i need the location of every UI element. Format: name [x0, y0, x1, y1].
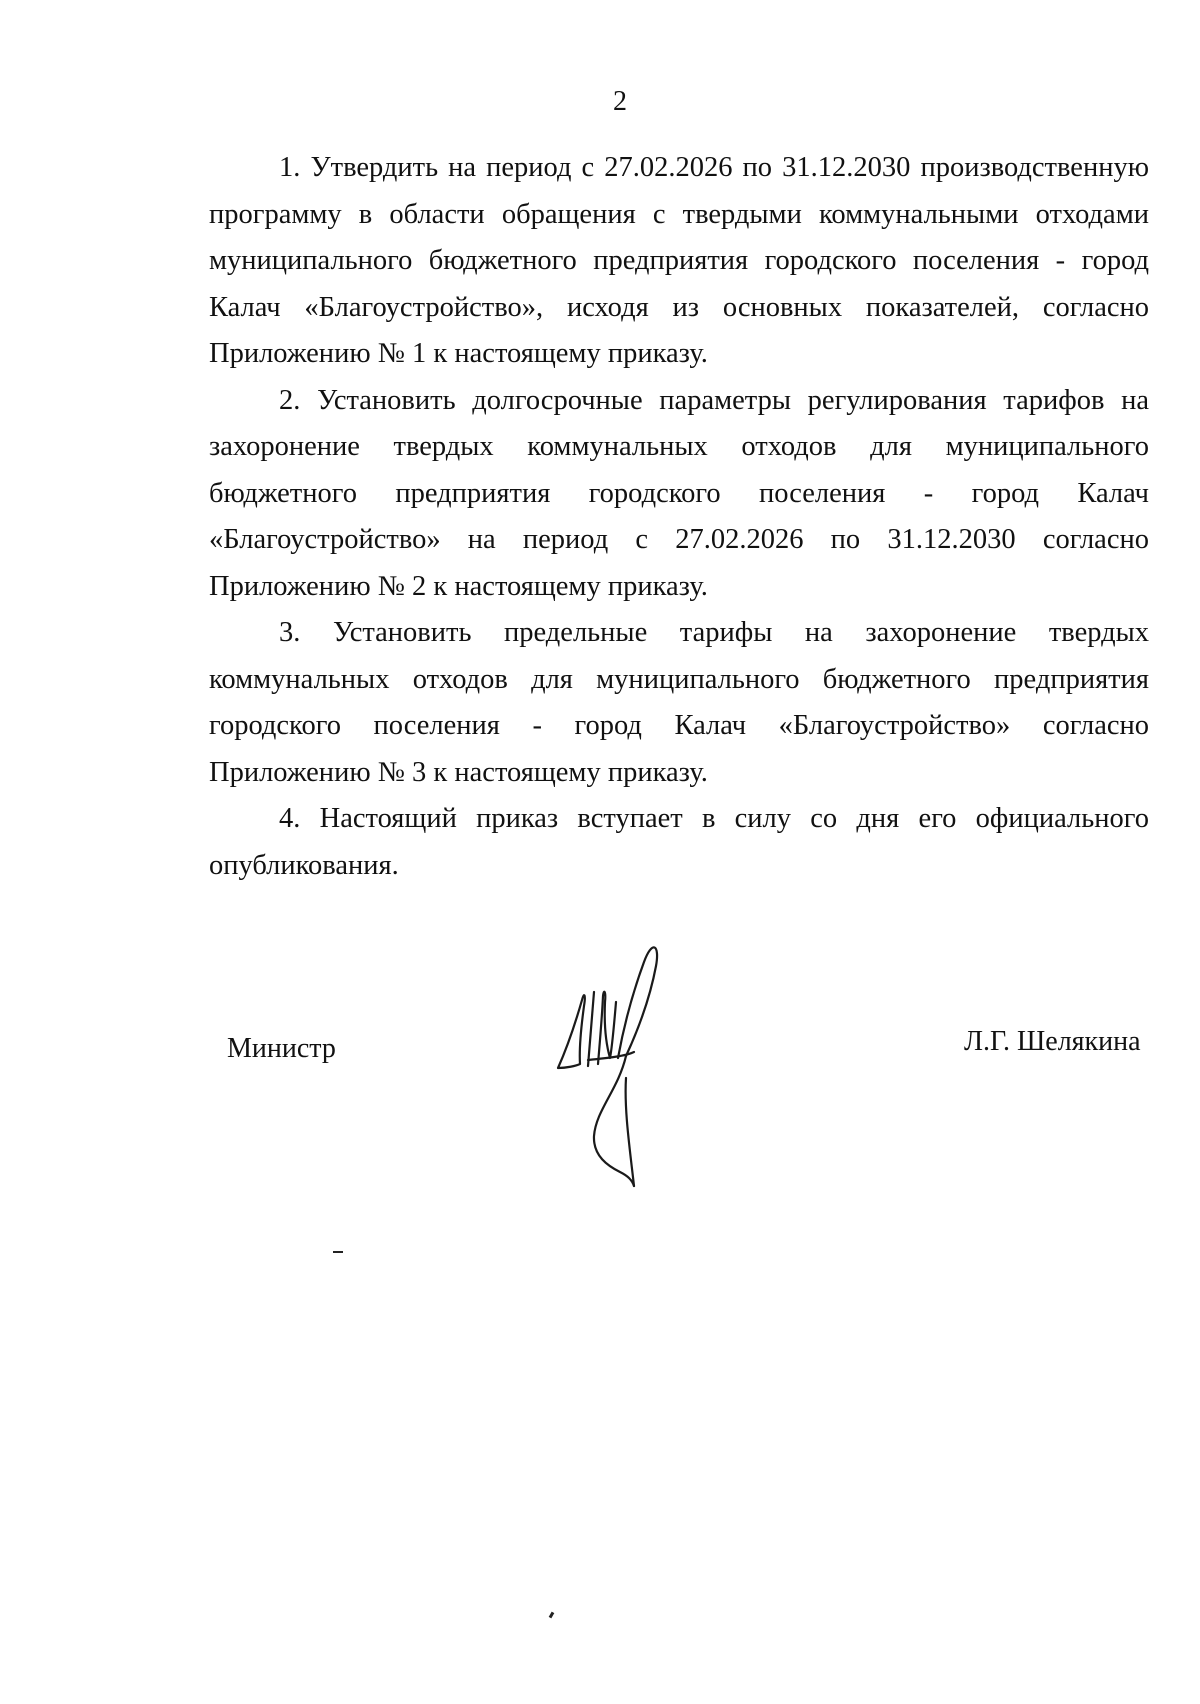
signer-name: Л.Г. Шелякина [964, 1026, 1141, 1057]
paragraph-1: 1. Утвердить на период с 27.02.2026 по 31.12.2030 производственную программу в области обращения с твердыми коммунальными отходами муниципального бюджетного предприятия городского поселения - город Калач «Благоустройство», исходя из основных показателей, согласно Приложению № 1 к настоящему приказу. [209, 152, 1149, 369]
paragraph-2: 2. Установить долгосрочные параметры регулирования тарифов на захоронение твердых коммунальных отходов для муниципального бюджетного предприятия городского поселения - город Калач «Благоустройство» на период с 27.02.2026 по 31.12.2030 согласно Приложению № 2 к настоящему приказу. [209, 384, 1149, 602]
scan-artifact-dash [333, 1251, 343, 1253]
signer-position: Министр [227, 1033, 336, 1064]
paragraph-3: 3. Установить предельные тарифы на захоронение твердых коммунальных отходов для муниципального бюджетного предприятия городского поселения - город Калач «Благоустройство» согласно Приложению № 3 к настоящему приказу. [209, 617, 1149, 788]
page-number: 2 [613, 86, 627, 117]
paragraph-4: 4. Настоящий приказ вступает в силу со дня его официального опубликования. [209, 803, 1149, 881]
handwritten-signature-icon [548, 940, 708, 1190]
